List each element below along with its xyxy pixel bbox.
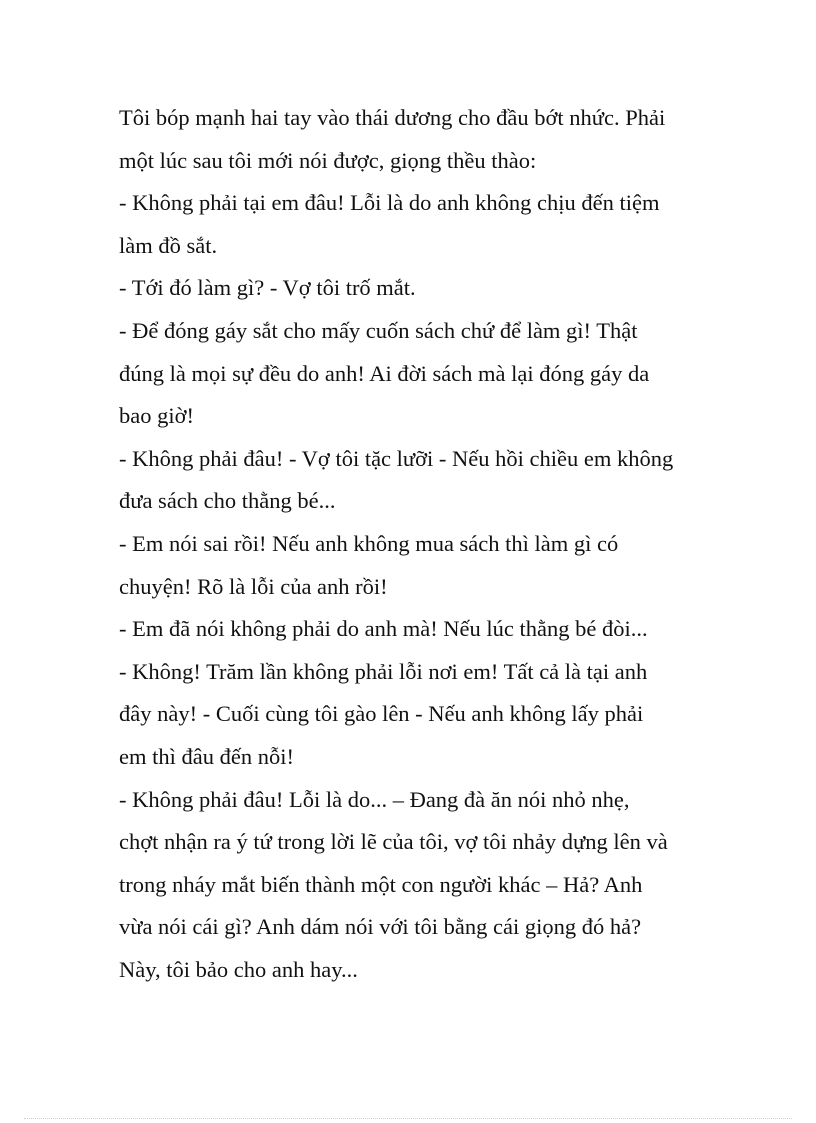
text-line: bao giờ! (119, 403, 195, 429)
text-line: Tôi bóp mạnh hai tay vào thái dương cho đầu bớt nhức. Phải (119, 105, 666, 130)
text-line: chợt nhận ra ý tứ trong lời lẽ của tôi, vợ tôi nhảy dựng lên và (119, 829, 668, 855)
text-line: đưa sách cho thằng bé... (119, 488, 336, 514)
text-line: chuyện! Rõ là lỗi của anh rồi! (119, 573, 388, 599)
text-line: - Không phải đâu! Lỗi là do... – Đang đà ăn nói nhỏ nhẹ, (119, 786, 630, 812)
text-line: - Không phải đâu! - Vợ tôi tặc lưỡi - Nếu hồi chiều em không (119, 445, 674, 471)
body-text (119, 97, 719, 991)
text-line: làm đồ sắt. (119, 232, 218, 258)
text-line: - Em đã nói không phải do anh mà! Nếu lúc thằng bé đòi... (119, 616, 648, 642)
text-line: một lúc sau tôi mới nói được, giọng thều thào: (119, 147, 537, 173)
text-line: - Để đóng gáy sắt cho mấy cuốn sách chứ để làm gì! Thật (119, 317, 638, 343)
text-line: - Không phải tại em đâu! Lỗi là do anh không chịu đến tiệm (119, 190, 660, 216)
text-line: em thì đâu đến nỗi! (119, 743, 294, 769)
text-line: - Tới đó làm gì? - Vợ tôi trố mắt. (119, 275, 416, 301)
text-line: vừa nói cái gì? Anh dám nói với tôi bằng cái giọng đó hả? (119, 914, 642, 940)
text-line: đây này! - Cuối cùng tôi gào lên - Nếu anh không lấy phải (119, 701, 644, 727)
text-line: - Không! Trăm lần không phải lỗi nơi em! Tất cả là tại anh (119, 658, 648, 684)
page-bottom-divider (24, 1118, 792, 1119)
text-line: Này, tôi bảo cho anh hay... (119, 956, 358, 982)
text-line: trong nháy mắt biến thành một con người khác – Hả? Anh (119, 871, 643, 897)
text-line: - Em nói sai rồi! Nếu anh không mua sách thì làm gì có (119, 530, 619, 556)
text-line: đúng là mọi sự đều do anh! Ai đời sách mà lại đóng gáy da (119, 360, 650, 386)
